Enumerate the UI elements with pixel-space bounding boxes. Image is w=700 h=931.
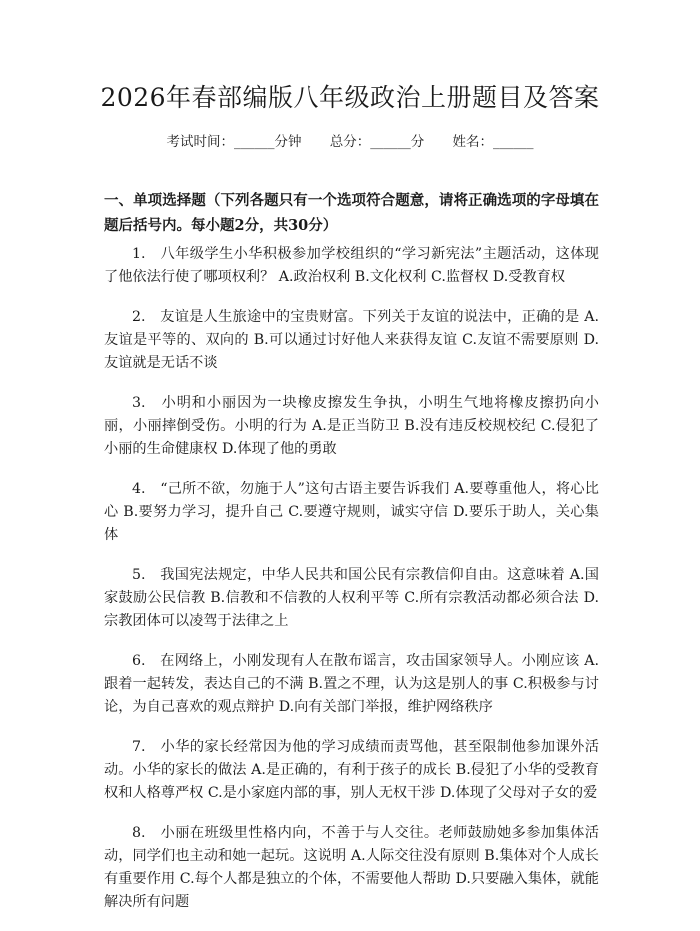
page-title: 2026年春部编版八年级政治上册题目及答案 [100, 83, 600, 112]
exam-time-field: 考试时间：______分钟 [166, 134, 302, 150]
question-item: 3. 小明和小丽因为一块橡皮擦发生争执，小明生气地将橡皮擦扔向小丽，小丽摔倒受伤。小明的行为 A.是正当防卫 B.没有违反校规校纪 C.侵犯了小丽的生命健康权 D.体现了他的勇敢 [104, 395, 599, 457]
question-item: 5. 我国宪法规定，中华人民共和国公民有宗教信仰自由。这意味着 A.国家鼓励公民信教 B.信教和不信教的人权利平等 C.所有宗教活动都必须合法 D.宗教团体可以凌驾于法律之上 [104, 567, 599, 629]
question-item: 6. 在网络上，小刚发现有人在散布谣言，攻击国家领导人。小刚应该 A.跟着一起转发，表达自己的不满 B.置之不理，认为这是别人的事 C.积极参与讨论，为自己喜欢的观点辩护 D.向有关部门举报，维护网络秩序 [104, 653, 599, 715]
question-item: 8. 小丽在班级里性格内向，不善于与人交往。老师鼓励她多参加集体活动，同学们也主动和她一起玩。这说明 A.人际交往没有原则 B.集体对个人成长有重要作用 C.每个人都是独立的个体，不需要他人帮助 D.只要融入集体，就能解决所有问题 [104, 825, 599, 910]
section-heading: 一、单项选择题（下列各题只有一个选项符合题意，请将正确选项的字母填在题后括号内。每小题2分，共30分） [104, 192, 599, 234]
question-item: 2. 友谊是人生旅途中的宝贵财富。下列关于友谊的说法中，正确的是 A.友谊是平等的、双向的 B.可以通过讨好他人来获得友谊 C.友谊不需要原则 D.友谊就是无话不谈 [104, 309, 599, 371]
question-item: 7. 小华的家长经常因为他的学习成绩而责骂他，甚至限制他参加课外活动。小华的家长的做法 A.是正确的，有利于孩子的成长 B.侵犯了小华的受教育权和人格尊严权 C.是小家庭内部的事，别人无权干涉 D.体现了父母对子女的爱 [104, 739, 599, 801]
exam-info-line [0, 132, 700, 152]
question-list [104, 243, 599, 931]
student-name-field: 姓名：______ [452, 134, 534, 150]
question-item: 4. “己所不欲，勿施于人”这句古语主要告诉我们 A.要尊重他人，将心比心 B.要努力学习，提升自己 C.要遵守规则，诚实守信 D.要乐于助人，关心集体 [104, 481, 599, 543]
total-score-field: 总分：______分 [329, 134, 425, 150]
question-item: 1. 八年级学生小华积极参加学校组织的“学习新宪法”主题活动，这体现了他依法行使了哪项权利？ A.政治权利 B.文化权利 C.监督权 D.受教育权 [104, 246, 599, 285]
